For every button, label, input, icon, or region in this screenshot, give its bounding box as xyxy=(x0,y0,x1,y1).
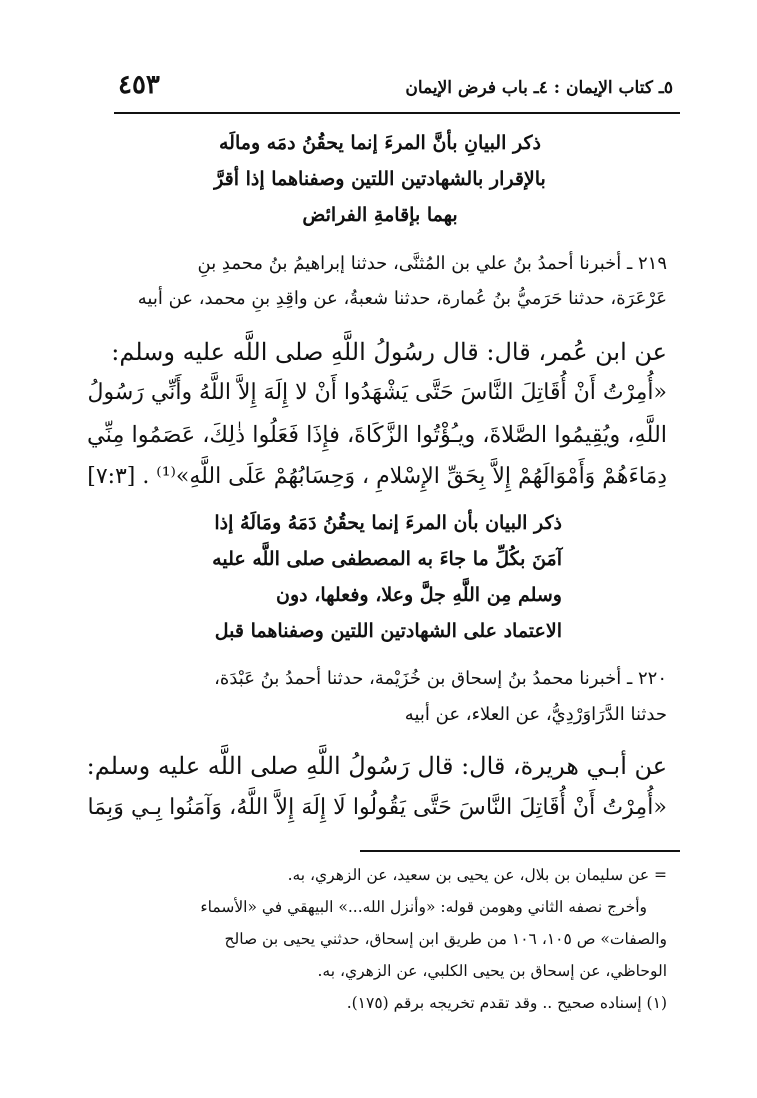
footnote-line: والصفات» ص ١٠٥، ١٠٦ من طريق ابن إسحاق، حدثني يحيى بن صالح xyxy=(224,930,667,948)
hadith-text-line: «أُمِرْتُ أَنْ أُقَاتِلَ النَّاسَ حَتَّى يَشْهَدُوا أَنْ لا إِلَهَ إِلاَّ اللَّهُ وأَنِّي رَسُولُ xyxy=(87,380,667,405)
chapter-heading-line: ذكر البيانِ بأنَّ المرءَ إنما يحقُنُ دمَه ومالَه xyxy=(219,132,541,154)
page-number: ٤٥٣ xyxy=(118,70,160,100)
running-title: ٥ـ كتاب الإيمان : ٤ـ باب فرض الإيمان xyxy=(405,78,673,98)
footnote-rule xyxy=(360,850,680,852)
hadith-chain-line: عَرْعَرَة، حدثنا حَرَميُّ بنُ عُمارة، حدثنا شعبةُ، عن واقِدِ بنِ محمد، عن أبيه xyxy=(137,288,667,309)
footnote-line: وأخرج نصفه الثاني وهومن قوله: «وأنزل الله...» البيهقي في «الأسماء xyxy=(200,898,647,916)
chapter-heading-line: الاعتماد على الشهادتين اللتين وصفناهما قبل xyxy=(214,620,562,642)
chapter-heading-line: بهما بإقامةِ الفرائض xyxy=(302,204,458,226)
hadith-text-line: عن أبـي هريرة، قال: قال رَسُولُ اللَّهِ صلى اللَّه عليه وسلم: xyxy=(86,752,667,780)
chapter-heading-line: ذكر البيان بأن المرءَ إنما يحقُنُ دَمَهُ ومَالَهُ إذا xyxy=(214,512,562,534)
footnote-line: = عن سليمان بن بلال، عن يحيى بن سعيد، عن الزهري، به. xyxy=(287,866,667,884)
hadith-chain-line: حدثنا الدَّرَاوَرْدِيُّ، عن العلاء، عن أبيه xyxy=(404,704,667,725)
chapter-heading-line: بالإقرار بالشهادتين اللتين وصفناهما إذا أقرَّ xyxy=(214,168,546,190)
footnote-line: (١) إسناده صحيح .. وقد تقدم تخريجه برقم (١٧٥). xyxy=(346,994,667,1012)
header-rule xyxy=(114,112,680,114)
hadith-text-line: اللَّهِ، ويُقِيمُوا الصَّلاةَ، ويـُؤْتُوا الزَّكَاةَ، فإِذَا فَعَلُوا ذٰلِكَ، عَصَمُوا مِنِّي xyxy=(86,422,667,448)
chapter-heading-line: آمَنَ بكُلِّ ما جاءَ به المصطفى صلى اللَّه عليه xyxy=(212,548,562,570)
hadith-text-line: دِمَاءَهُمْ وَأَمْوَالَهُمْ إِلاَّ بِحَقِّ الإِسْلامِ ، وَحِسَابُهُمْ عَلَى اللَّهِ»⁽¹⁾ . [٧:٣] xyxy=(87,464,667,489)
hadith-chain-line: ٢١٩ ـ أخبرنا أحمدُ بنُ علي بن المُثنَّى، حدثنا إبراهيمُ بنُ محمدِ بنِ xyxy=(197,253,667,274)
hadith-text-line: عن ابن عُمر، قال: قال رسُولُ اللَّهِ صلى اللَّه عليه وسلم: xyxy=(111,338,667,366)
hadith-chain-line: ٢٢٠ ـ أخبرنا محمدُ بنُ إسحاق بن خُزَيْمة، حدثنا أحمدُ بنُ عَبْدَة، xyxy=(214,668,667,689)
hadith-text-line: «أُمِرْتُ أَنْ أُقَاتِلَ النَّاسَ حَتَّى يَقُولُوا لَا إِلَهَ إِلاَّ اللَّهُ، وَآمَنُوا بِـي وَبِمَا xyxy=(87,794,667,820)
chapter-heading-line: وسلم مِن اللَّهِ جلَّ وعلا، وفعلها، دون xyxy=(275,584,562,606)
footnote-line: الوحاظي، عن إسحاق بن يحيى الكلبي، عن الزهري، به. xyxy=(317,962,667,980)
